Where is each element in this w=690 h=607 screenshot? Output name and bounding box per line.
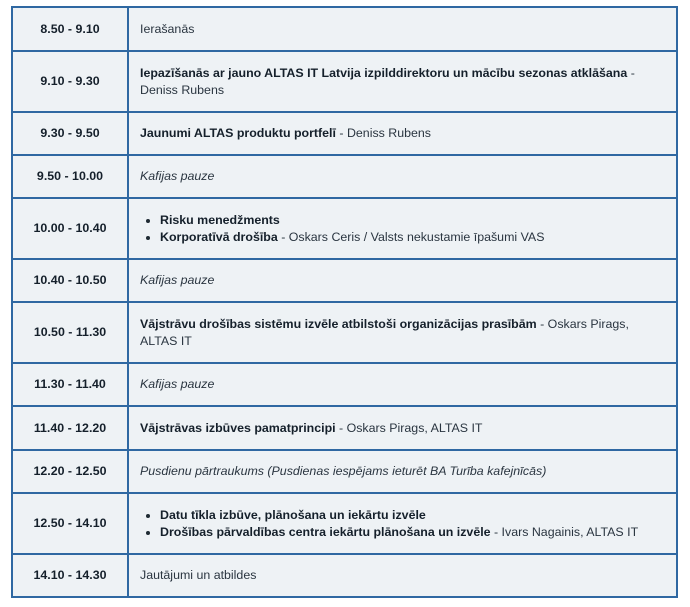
session-title: Korporatīvā drošība xyxy=(160,229,278,244)
session-title: Drošības pārvaldības centra iekārtu plānošana un izvēle xyxy=(160,524,491,539)
session-title: Risku menedžments xyxy=(160,212,280,227)
session-text: Ierašanās xyxy=(140,21,195,36)
speaker-text: - Deniss Rubens xyxy=(140,65,635,97)
time-cell: 10.40 - 10.50 xyxy=(12,259,128,302)
time-cell: 9.10 - 9.30 xyxy=(12,51,128,112)
description-cell xyxy=(128,198,677,259)
speaker-text: - Oskars Pirags, ALTAS IT xyxy=(140,316,629,348)
bullet-item xyxy=(160,524,668,541)
time-cell: 10.50 - 11.30 xyxy=(12,302,128,363)
agenda-table xyxy=(11,6,678,598)
agenda-row xyxy=(12,406,677,450)
bullet-item xyxy=(160,229,668,246)
time-cell: 10.00 - 10.40 xyxy=(12,198,128,259)
time-cell: 12.50 - 14.10 xyxy=(12,493,128,554)
time-cell: 11.30 - 11.40 xyxy=(12,363,128,406)
break-text: Kafijas pauze xyxy=(140,377,215,391)
description-cell xyxy=(128,112,677,155)
time-cell: 11.40 - 12.20 xyxy=(12,406,128,450)
session-title: Datu tīkla izbūve, plānošana un iekārtu izvēle xyxy=(160,507,426,522)
description-cell xyxy=(128,450,677,493)
bullet-item xyxy=(160,212,668,229)
session-title: Vājstrāvas izbūves pamatprincipi xyxy=(140,420,336,435)
session-title: Iepazīšanās ar jauno ALTAS IT Latvija izpilddirektoru un mācību sezonas atklāšana xyxy=(140,65,628,80)
agenda-row xyxy=(12,554,677,597)
description-cell xyxy=(128,363,677,406)
description-cell xyxy=(128,155,677,198)
speaker-text: - Oskars Pirags, ALTAS IT xyxy=(335,420,483,435)
agenda-row xyxy=(12,363,677,406)
time-cell: 9.50 - 10.00 xyxy=(12,155,128,198)
session-title: Vājstrāvu drošības sistēmu izvēle atbilstoši organizācijas prasībām xyxy=(140,316,537,331)
description-cell xyxy=(128,302,677,363)
speaker-text: - Oskars Ceris / Valsts nekustamie īpašumi VAS xyxy=(277,229,545,244)
agenda-row xyxy=(12,493,677,554)
session-bullet-list xyxy=(140,507,668,541)
break-text: Kafijas pauze xyxy=(140,273,215,287)
agenda-row xyxy=(12,155,677,198)
speaker-text: - Deniss Rubens xyxy=(335,126,431,140)
speaker-text: - Ivars Nagainis, ALTAS IT xyxy=(490,524,639,539)
break-text: Kafijas pauze xyxy=(140,169,215,183)
agenda-row xyxy=(12,198,677,259)
time-cell: 12.20 - 12.50 xyxy=(12,450,128,493)
agenda-row xyxy=(12,302,677,363)
agenda-row xyxy=(12,51,677,112)
agenda-row xyxy=(12,112,677,155)
description-cell xyxy=(128,259,677,302)
agenda-row xyxy=(12,7,677,51)
session-bullet-list xyxy=(140,212,668,246)
agenda-row xyxy=(12,259,677,302)
description-cell xyxy=(128,554,677,597)
time-cell: 9.30 - 9.50 xyxy=(12,112,128,155)
description-cell xyxy=(128,406,677,450)
agenda-row xyxy=(12,450,677,493)
session-title: Jaunumi ALTAS produktu portfelī xyxy=(140,126,336,140)
bullet-item xyxy=(160,507,668,524)
break-text: Pusdienu pārtraukums (Pusdienas iespējams ieturēt BA Turība kafejnīcās) xyxy=(140,464,547,478)
time-cell: 14.10 - 14.30 xyxy=(12,554,128,597)
description-cell xyxy=(128,7,677,51)
description-cell xyxy=(128,51,677,112)
time-cell: 8.50 - 9.10 xyxy=(12,7,128,51)
session-text: Jautājumi un atbildes xyxy=(140,568,257,582)
description-cell xyxy=(128,493,677,554)
